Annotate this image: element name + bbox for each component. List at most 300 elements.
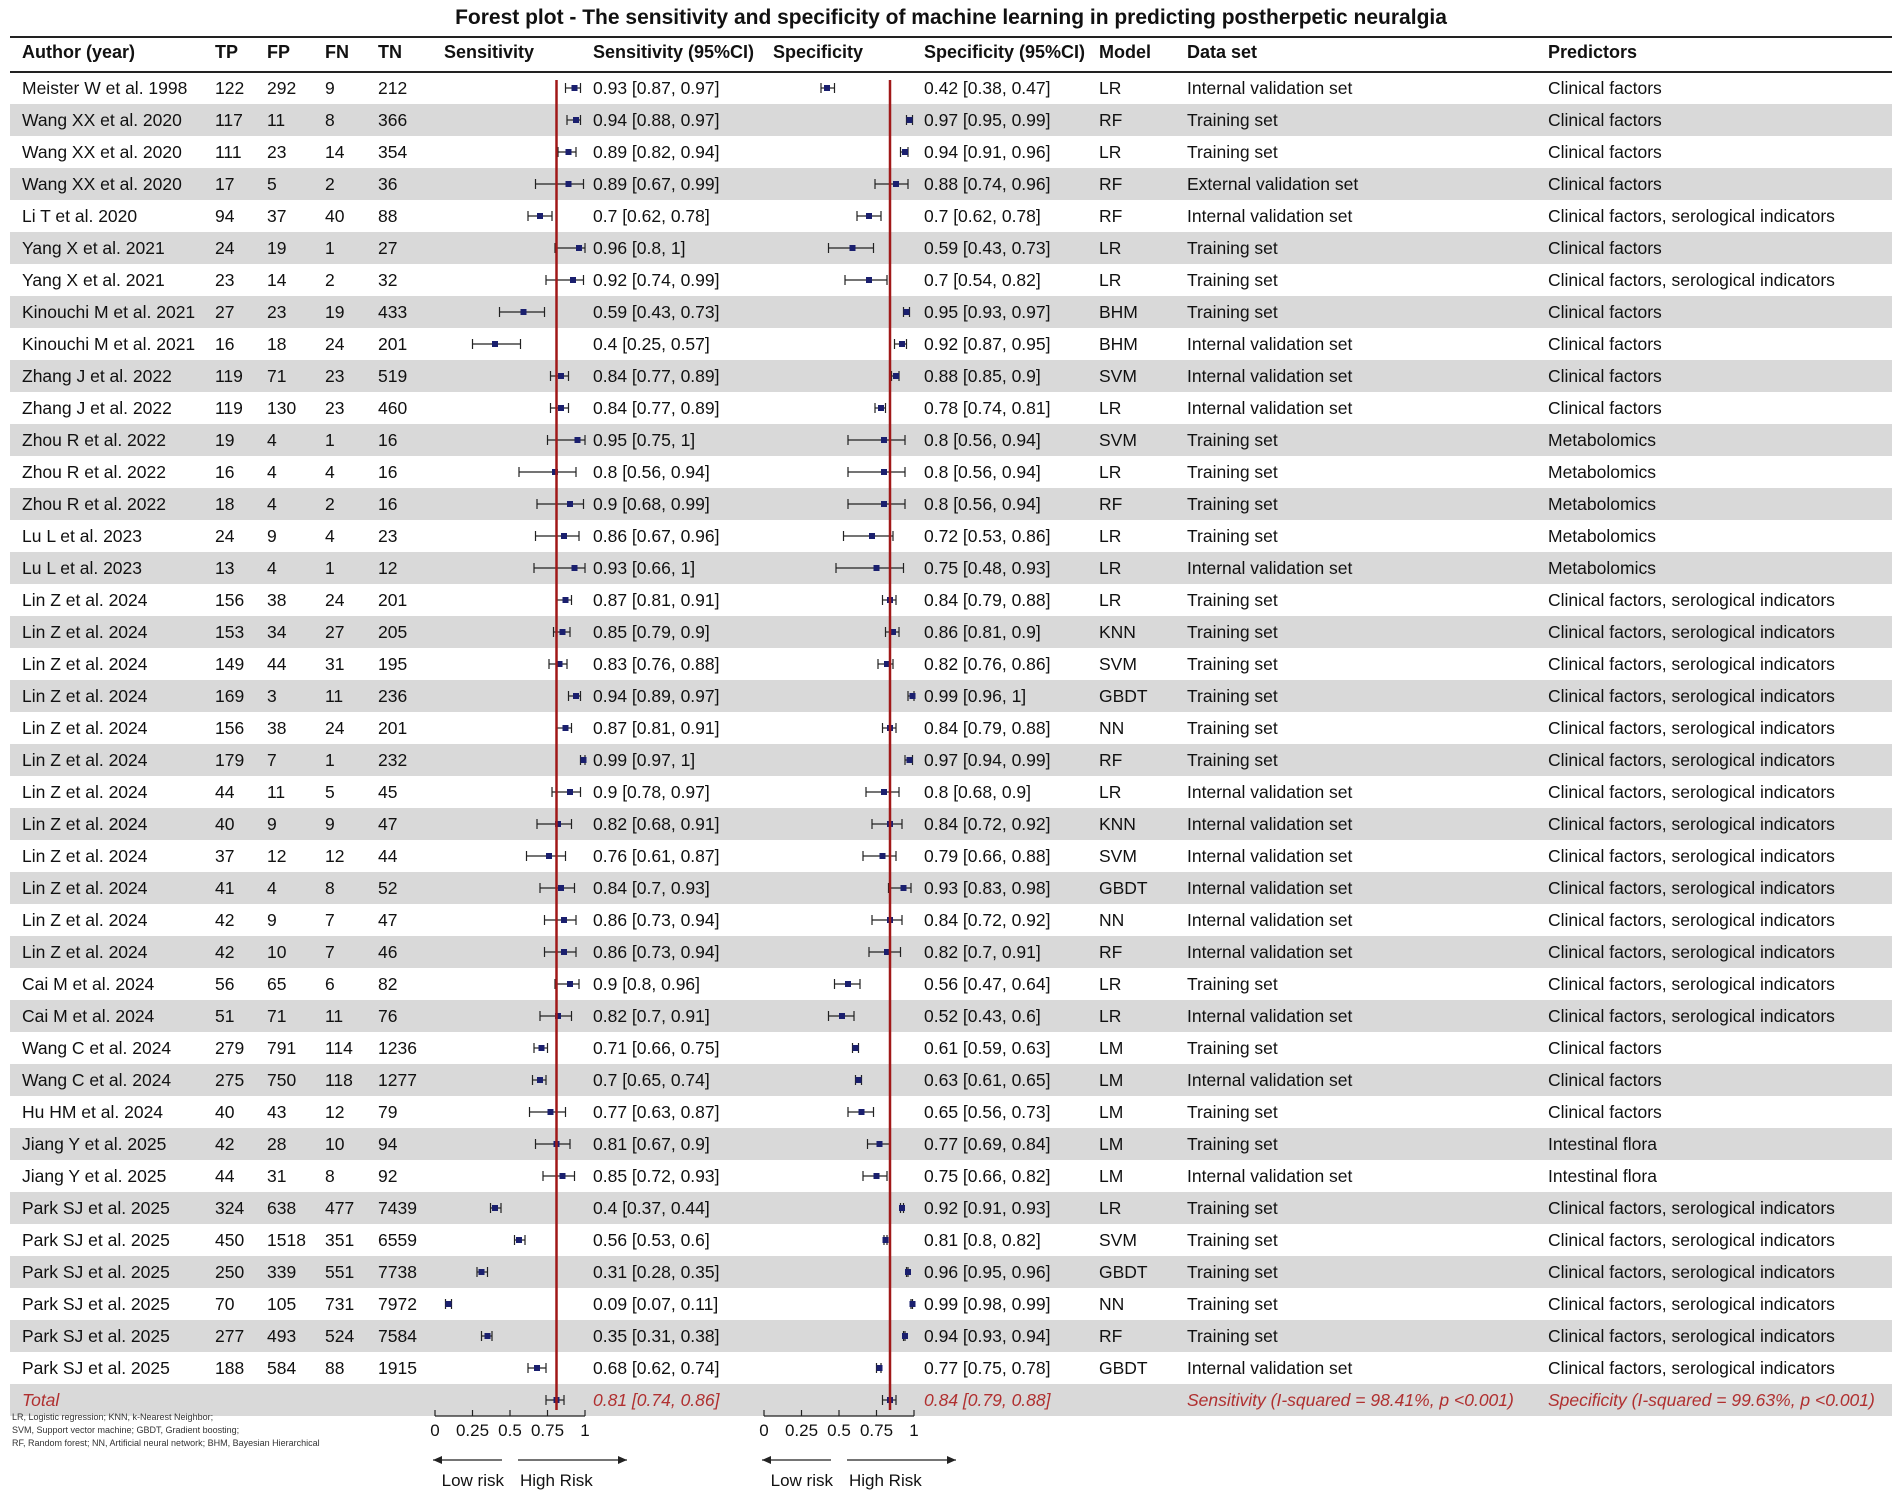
cell-predictors: Clinical factors [1548, 302, 1662, 322]
header-specificity-ci: Specificity (95%CI) [924, 42, 1086, 62]
cell-tn: 16 [378, 494, 398, 514]
cell-fn: 1 [325, 558, 335, 578]
cell-tn: 27 [378, 238, 398, 258]
cell-predictors: Clinical factors, serological indicators [1548, 622, 1835, 642]
cell-predictors: Clinical factors, serological indicators [1548, 1326, 1835, 1346]
cell-dataset: Internal validation set [1187, 942, 1353, 962]
cell-fp: 23 [267, 302, 287, 322]
cell-author: Zhang J et al. 2022 [22, 366, 172, 386]
cell-model: RF [1099, 750, 1123, 770]
cell-dataset: External validation set [1187, 174, 1359, 194]
cell-author: Park SJ et al. 2025 [22, 1358, 170, 1378]
cell-model: LR [1099, 526, 1122, 546]
cell-fn: 1 [325, 750, 335, 770]
cell-model: SVM [1099, 654, 1137, 674]
cell-dataset: Internal validation set [1187, 846, 1353, 866]
cell-author: Lin Z et al. 2024 [22, 622, 148, 642]
cell-sensitivity-ci: 0.85 [0.72, 0.93] [593, 1166, 720, 1186]
footnote-line: SVM, Support vector machine; GBDT, Gradient boosting; [12, 1425, 240, 1435]
table-row [10, 424, 1892, 456]
table-row [10, 232, 1892, 264]
cell-tp: 156 [215, 590, 245, 610]
cell-model: LR [1099, 1198, 1122, 1218]
cell-model: SVM [1099, 846, 1137, 866]
cell-dataset: Training set [1187, 142, 1278, 162]
header-sensitivity-ci: Sensitivity (95%CI) [593, 42, 755, 62]
cell-model: LR [1099, 1006, 1122, 1026]
cell-dataset: Internal validation set [1187, 366, 1353, 386]
cell-tp: 40 [215, 1102, 235, 1122]
cell-tn: 44 [378, 846, 398, 866]
cell-dataset: Training set [1187, 750, 1278, 770]
cell-dataset: Training set [1187, 974, 1278, 994]
cell-fp: 31 [267, 1166, 287, 1186]
cell-tn: 47 [378, 814, 398, 834]
cell-dataset: Training set [1187, 1038, 1278, 1058]
cell-tp: 119 [215, 398, 243, 418]
cell-tp: 250 [215, 1262, 245, 1282]
cell-predictors: Clinical factors, serological indicators [1548, 878, 1835, 898]
cell-tn: 94 [378, 1134, 398, 1154]
cell-fp: 38 [267, 718, 287, 738]
cell-author: Meister W et al. 1998 [22, 78, 188, 98]
cell-model: LM [1099, 1134, 1124, 1154]
cell-author: Lin Z et al. 2024 [22, 590, 148, 610]
cell-fp: 9 [267, 814, 277, 834]
cell-predictors: Clinical factors, serological indicators [1548, 590, 1835, 610]
cell-model: LR [1099, 398, 1122, 418]
header-author: Author (year) [22, 42, 136, 62]
table-row [10, 264, 1892, 296]
table-row [10, 104, 1892, 136]
cell-specificity-ci: 0.8 [0.68, 0.9] [924, 782, 1032, 802]
cell-model: LM [1099, 1166, 1124, 1186]
cell-dataset: Training set [1187, 1294, 1278, 1314]
cell-dataset: Training set [1187, 430, 1278, 450]
cell-sensitivity-ci: 0.82 [0.68, 0.91] [593, 814, 720, 834]
cell-fp: 5 [267, 174, 277, 194]
cell-predictors: Metabolomics [1548, 526, 1656, 546]
footnote-line: LR, Logistic regression; KNN, k-Nearest Neighbor; [12, 1412, 214, 1422]
cell-tn: 7972 [378, 1294, 417, 1314]
cell-tn: 7439 [378, 1198, 417, 1218]
cell-tn: 7584 [378, 1326, 417, 1346]
table-row [10, 616, 1892, 648]
cell-tp: 18 [215, 494, 235, 514]
cell-specificity-ci: 0.99 [0.96, 1] [924, 686, 1027, 706]
cell-specificity-ci: 0.82 [0.7, 0.91] [924, 942, 1041, 962]
cell-specificity-ci: 0.99 [0.98, 0.99] [924, 1294, 1051, 1314]
cell-fn: 8 [325, 110, 335, 130]
cell-dataset: Training set [1187, 270, 1278, 290]
cell-model: LR [1099, 974, 1122, 994]
cell-tp: 324 [215, 1198, 245, 1218]
cell-model: LM [1099, 1070, 1124, 1090]
cell-sensitivity-ci: 0.83 [0.76, 0.88] [593, 654, 720, 674]
sensitivity-low-arrow-head [433, 1456, 442, 1464]
cell-predictors: Clinical factors [1548, 78, 1662, 98]
cell-sensitivity-ci: 0.95 [0.75, 1] [593, 430, 696, 450]
header-specificity-plot: Specificity [773, 42, 864, 62]
table-row [10, 1000, 1892, 1032]
cell-predictors: Clinical factors [1548, 1102, 1662, 1122]
cell-model: KNN [1099, 622, 1136, 642]
cell-fp: 71 [267, 1006, 287, 1026]
cell-tp: 149 [215, 654, 245, 674]
cell-model: GBDT [1099, 1262, 1148, 1282]
table-row [10, 648, 1892, 680]
cell-author: Park SJ et al. 2025 [22, 1294, 170, 1314]
cell-model: RF [1099, 110, 1123, 130]
cell-author: Wang XX et al. 2020 [22, 110, 182, 130]
cell-tn: 1277 [378, 1070, 417, 1090]
cell-predictors: Clinical factors [1548, 238, 1662, 258]
cell-dataset: Training set [1187, 494, 1278, 514]
cell-sensitivity-ci: 0.84 [0.77, 0.89] [593, 398, 720, 418]
table-row [10, 872, 1892, 904]
cell-sensitivity-ci: 0.84 [0.77, 0.89] [593, 366, 720, 386]
cell-specificity-ci: 0.97 [0.95, 0.99] [924, 110, 1051, 130]
table-row [10, 1192, 1892, 1224]
cell-dataset: Internal validation set [1187, 782, 1353, 802]
cell-fn: 118 [325, 1070, 353, 1090]
cell-fp: 11 [267, 782, 286, 802]
cell-tn: 460 [378, 398, 408, 418]
cell-predictors: Clinical factors [1548, 1070, 1662, 1090]
cell-specificity-ci: 0.65 [0.56, 0.73] [924, 1102, 1051, 1122]
cell-author: Park SJ et al. 2025 [22, 1326, 170, 1346]
header-tp: TP [215, 42, 239, 62]
table-row [10, 584, 1892, 616]
cell-model: LR [1099, 142, 1122, 162]
header-tn: TN [378, 42, 402, 62]
cell-tn: 232 [378, 750, 408, 770]
cell-sensitivity-ci: 0.89 [0.67, 0.99] [593, 174, 720, 194]
cell-tn: 52 [378, 878, 398, 898]
cell-specificity-ci: 0.77 [0.75, 0.78] [924, 1358, 1051, 1378]
cell-specificity-ci: 0.75 [0.48, 0.93] [924, 558, 1051, 578]
cell-model: RF [1099, 942, 1123, 962]
cell-specificity-ci: 0.93 [0.83, 0.98] [924, 878, 1051, 898]
cell-predictors: Clinical factors [1548, 174, 1662, 194]
cell-specificity-ci: 0.7 [0.54, 0.82] [924, 270, 1041, 290]
cell-fp: 10 [267, 942, 287, 962]
cell-fp: 4 [267, 430, 277, 450]
specificity-high-arrow-head [947, 1456, 956, 1464]
cell-dataset: Internal validation set [1187, 814, 1353, 834]
cell-fn: 114 [325, 1038, 353, 1058]
cell-fn: 731 [325, 1294, 355, 1314]
cell-predictors: Clinical factors, serological indicators [1548, 686, 1835, 706]
cell-fp: 4 [267, 462, 277, 482]
cell-dataset: Training set [1187, 110, 1278, 130]
cell-tp: 17 [215, 174, 235, 194]
cell-dataset: Internal validation set [1187, 78, 1353, 98]
specificity-tick-label: 0.25 [784, 1421, 819, 1440]
cell-predictors: Clinical factors, serological indicators [1548, 654, 1835, 674]
cell-sensitivity-ci: 0.7 [0.62, 0.78] [593, 206, 710, 226]
cell-dataset: Internal validation set [1187, 910, 1353, 930]
cell-tn: 12 [378, 558, 398, 578]
cell-dataset: Internal validation set [1187, 1358, 1353, 1378]
cell-specificity-ci: 0.63 [0.61, 0.65] [924, 1070, 1051, 1090]
cell-specificity-ci: 0.82 [0.76, 0.86] [924, 654, 1051, 674]
cell-tn: 7738 [378, 1262, 417, 1282]
cell-specificity-ci: 0.8 [0.56, 0.94] [924, 462, 1041, 482]
cell-dataset: Training set [1187, 654, 1278, 674]
cell-sensitivity-ci: 0.86 [0.67, 0.96] [593, 526, 720, 546]
header-dataset: Data set [1187, 42, 1258, 62]
cell-predictors: Clinical factors, serological indicators [1548, 1294, 1835, 1314]
cell-predictors: Clinical factors [1548, 398, 1662, 418]
cell-fn: 1 [325, 238, 335, 258]
cell-fp: 339 [267, 1262, 297, 1282]
cell-author: Jiang Y et al. 2025 [22, 1134, 167, 1154]
table-row [10, 840, 1892, 872]
cell-predictors: Clinical factors, serological indicators [1548, 1198, 1835, 1218]
cell-tp: 16 [215, 334, 235, 354]
cell-author: Wang XX et al. 2020 [22, 142, 182, 162]
cell-fn: 10 [325, 1134, 345, 1154]
cell-tn: 1236 [378, 1038, 417, 1058]
cell-specificity-ci: 0.84 [0.79, 0.88] [924, 718, 1051, 738]
cell-dataset: Internal validation set [1187, 1070, 1353, 1090]
cell-tp: 42 [215, 910, 235, 930]
cell-author: Wang C et al. 2024 [22, 1070, 172, 1090]
table-row [10, 520, 1892, 552]
cell-specificity-ci: 0.77 [0.69, 0.84] [924, 1134, 1051, 1154]
cell-sensitivity-ci: 0.68 [0.62, 0.74] [593, 1358, 720, 1378]
cell-dataset: Internal validation set [1187, 398, 1353, 418]
chart-title: Forest plot - The sensitivity and specificity of machine learning in predicting postherpetic neuralgia [455, 6, 1447, 29]
cell-fp: 23 [267, 142, 287, 162]
cell-fp: 9 [267, 526, 277, 546]
total-sensitivity-ci: 0.81 [0.74, 0.86] [593, 1390, 720, 1410]
cell-sensitivity-ci: 0.09 [0.07, 0.11] [593, 1294, 719, 1314]
cell-tp: 16 [215, 462, 235, 482]
cell-specificity-ci: 0.8 [0.56, 0.94] [924, 494, 1041, 514]
cell-dataset: Training set [1187, 1262, 1278, 1282]
cell-specificity-ci: 0.86 [0.81, 0.9] [924, 622, 1041, 642]
cell-sensitivity-ci: 0.93 [0.66, 1] [593, 558, 696, 578]
cell-tp: 111 [215, 142, 242, 162]
cell-tp: 23 [215, 270, 235, 290]
cell-dataset: Internal validation set [1187, 334, 1353, 354]
cell-author: Wang C et al. 2024 [22, 1038, 172, 1058]
cell-dataset: Internal validation set [1187, 1006, 1353, 1026]
cell-model: NN [1099, 910, 1125, 930]
cell-author: Lin Z et al. 2024 [22, 654, 148, 674]
cell-author: Cai M et al. 2024 [22, 974, 155, 994]
cell-author: Cai M et al. 2024 [22, 1006, 155, 1026]
cell-fp: 584 [267, 1358, 297, 1378]
specificity-tick-label: 0.75 [859, 1421, 894, 1440]
sensitivity-tick-label: 1 [580, 1421, 590, 1440]
cell-tp: 179 [215, 750, 245, 770]
cell-predictors: Metabolomics [1548, 494, 1656, 514]
specificity-low-arrow-head [762, 1456, 771, 1464]
cell-specificity-ci: 0.88 [0.85, 0.9] [924, 366, 1041, 386]
table-row [10, 1096, 1892, 1128]
sensitivity-low-risk-label: Low risk [441, 1471, 504, 1490]
cell-sensitivity-ci: 0.56 [0.53, 0.6] [593, 1230, 710, 1250]
cell-tp: 119 [215, 366, 243, 386]
table-row [10, 1256, 1892, 1288]
total-specificity-heterogeneity: Specificity (I-squared = 99.63%, p <0.001) [1548, 1390, 1875, 1410]
cell-dataset: Training set [1187, 1134, 1278, 1154]
cell-tn: 201 [378, 718, 408, 738]
cell-fp: 638 [267, 1198, 297, 1218]
table-row [10, 744, 1892, 776]
cell-sensitivity-ci: 0.87 [0.81, 0.91] [593, 590, 720, 610]
cell-model: LM [1099, 1102, 1124, 1122]
cell-sensitivity-ci: 0.9 [0.8, 0.96] [593, 974, 701, 994]
cell-specificity-ci: 0.59 [0.43, 0.73] [924, 238, 1051, 258]
cell-tp: 169 [215, 686, 245, 706]
cell-sensitivity-ci: 0.82 [0.7, 0.91] [593, 1006, 710, 1026]
cell-predictors: Metabolomics [1548, 558, 1656, 578]
cell-author: Lin Z et al. 2024 [22, 750, 148, 770]
cell-tn: 47 [378, 910, 398, 930]
cell-fn: 7 [325, 910, 335, 930]
cell-model: GBDT [1099, 686, 1148, 706]
cell-fn: 11 [325, 686, 344, 706]
cell-predictors: Clinical factors [1548, 1038, 1662, 1058]
table-row [10, 1160, 1892, 1192]
cell-author: Lu L et al. 2023 [22, 526, 143, 546]
cell-fn: 5 [325, 782, 335, 802]
cell-sensitivity-ci: 0.89 [0.82, 0.94] [593, 142, 720, 162]
cell-fn: 2 [325, 174, 335, 194]
cell-predictors: Clinical factors, serological indicators [1548, 1230, 1835, 1250]
cell-fp: 37 [267, 206, 287, 226]
cell-sensitivity-ci: 0.31 [0.28, 0.35] [593, 1262, 720, 1282]
cell-fp: 7 [267, 750, 277, 770]
cell-fp: 3 [267, 686, 277, 706]
cell-sensitivity-ci: 0.59 [0.43, 0.73] [593, 302, 720, 322]
cell-author: Yang X et al. 2021 [22, 238, 165, 258]
cell-tn: 46 [378, 942, 398, 962]
cell-tp: 122 [215, 78, 245, 98]
cell-sensitivity-ci: 0.96 [0.8, 1] [593, 238, 686, 258]
table-row [10, 360, 1892, 392]
table-row [10, 1352, 1892, 1384]
table-row [10, 488, 1892, 520]
cell-author: Lin Z et al. 2024 [22, 686, 148, 706]
table-row [10, 1128, 1892, 1160]
cell-predictors: Clinical factors, serological indicators [1548, 942, 1835, 962]
cell-tn: 201 [378, 334, 408, 354]
cell-fp: 19 [267, 238, 287, 258]
cell-predictors: Clinical factors, serological indicators [1548, 846, 1835, 866]
cell-tp: 41 [215, 878, 235, 898]
cell-tn: 16 [378, 430, 398, 450]
table-row [10, 936, 1892, 968]
cell-fp: 1518 [267, 1230, 306, 1250]
specificity-tick-label: 0.5 [827, 1421, 851, 1440]
cell-sensitivity-ci: 0.8 [0.56, 0.94] [593, 462, 710, 482]
cell-tp: 42 [215, 942, 235, 962]
cell-fp: 4 [267, 558, 277, 578]
cell-tp: 70 [215, 1294, 235, 1314]
cell-predictors: Intestinal flora [1548, 1166, 1657, 1186]
cell-specificity-ci: 0.72 [0.53, 0.86] [924, 526, 1051, 546]
cell-fp: 14 [267, 270, 287, 290]
cell-specificity-ci: 0.79 [0.66, 0.88] [924, 846, 1051, 866]
cell-fp: 105 [267, 1294, 297, 1314]
sensitivity-tick-label: 0.5 [498, 1421, 522, 1440]
cell-sensitivity-ci: 0.84 [0.7, 0.93] [593, 878, 710, 898]
cell-model: LR [1099, 78, 1122, 98]
cell-tp: 19 [215, 430, 235, 450]
table-row [10, 776, 1892, 808]
cell-predictors: Clinical factors [1548, 334, 1662, 354]
specificity-low-risk-label: Low risk [770, 1471, 833, 1490]
cell-dataset: Training set [1187, 238, 1278, 258]
cell-fn: 7 [325, 942, 335, 962]
cell-fn: 4 [325, 462, 335, 482]
cell-dataset: Training set [1187, 1326, 1278, 1346]
cell-author: Zhang J et al. 2022 [22, 398, 172, 418]
cell-fn: 88 [325, 1358, 345, 1378]
cell-author: Wang XX et al. 2020 [22, 174, 182, 194]
cell-sensitivity-ci: 0.9 [0.78, 0.97] [593, 782, 710, 802]
cell-tn: 201 [378, 590, 408, 610]
cell-specificity-ci: 0.84 [0.72, 0.92] [924, 910, 1051, 930]
cell-specificity-ci: 0.94 [0.91, 0.96] [924, 142, 1051, 162]
cell-sensitivity-ci: 0.9 [0.68, 0.99] [593, 494, 710, 514]
cell-sensitivity-ci: 0.81 [0.67, 0.9] [593, 1134, 710, 1154]
cell-dataset: Training set [1187, 1198, 1278, 1218]
cell-model: LR [1099, 558, 1122, 578]
cell-tp: 117 [215, 110, 243, 130]
cell-fn: 40 [325, 206, 345, 226]
cell-tp: 156 [215, 718, 245, 738]
cell-fp: 12 [267, 846, 287, 866]
cell-specificity-ci: 0.42 [0.38, 0.47] [924, 78, 1051, 98]
cell-tp: 188 [215, 1358, 245, 1378]
header-predictors: Predictors [1548, 42, 1638, 62]
table-row [10, 136, 1892, 168]
cell-tn: 205 [378, 622, 408, 642]
cell-author: Lin Z et al. 2024 [22, 814, 148, 834]
cell-dataset: Internal validation set [1187, 558, 1353, 578]
cell-author: Yang X et al. 2021 [22, 270, 165, 290]
table-row [10, 808, 1892, 840]
cell-predictors: Clinical factors, serological indicators [1548, 270, 1835, 290]
cell-tp: 37 [215, 846, 235, 866]
sensitivity-tick-label: 0.25 [455, 1421, 490, 1440]
cell-fn: 1 [325, 430, 335, 450]
cell-sensitivity-ci: 0.99 [0.97, 1] [593, 750, 696, 770]
cell-tp: 51 [215, 1006, 235, 1026]
cell-fn: 27 [325, 622, 345, 642]
cell-tp: 40 [215, 814, 235, 834]
cell-fp: 65 [267, 974, 287, 994]
cell-tn: 6559 [378, 1230, 417, 1250]
table-row [10, 328, 1892, 360]
cell-fp: 71 [267, 366, 287, 386]
cell-tn: 23 [378, 526, 398, 546]
cell-fp: 292 [267, 78, 297, 98]
table-row [10, 712, 1892, 744]
cell-fn: 9 [325, 78, 335, 98]
cell-sensitivity-ci: 0.71 [0.66, 0.75] [593, 1038, 720, 1058]
cell-author: Kinouchi M et al. 2021 [22, 302, 196, 322]
table-row [10, 1032, 1892, 1064]
cell-author: Li T et al. 2020 [22, 206, 138, 226]
cell-specificity-ci: 0.84 [0.72, 0.92] [924, 814, 1051, 834]
